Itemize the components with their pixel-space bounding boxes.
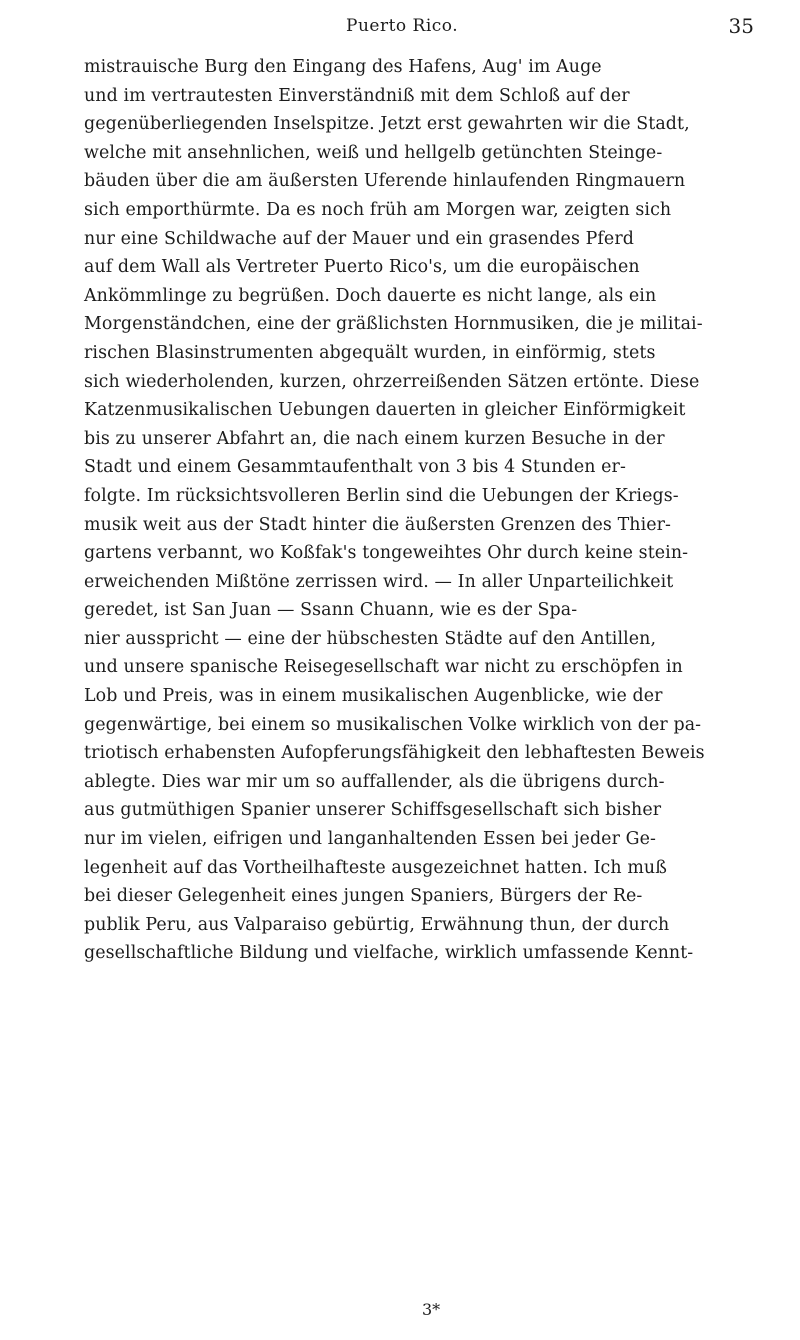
text-line: sich wiederholenden, kurzen, ohrzerreißenden Sätzen ertönte. Diese: [84, 371, 700, 392]
text-line: auf dem Wall als Vertreter Puerto Rico's, um die europäischen: [84, 257, 640, 278]
text-line: legenheit auf das Vortheilhafteste ausgezeichnet hatten. Ich muß: [84, 857, 667, 878]
text-line: musik weit aus der Stadt hinter die äußersten Grenzen des Thier-: [84, 514, 672, 535]
text-line: und im vertrautesten Einverständniß mit dem Schloß auf der: [84, 85, 630, 106]
text-line: aus gutmüthigen Spanier unserer Schiffsgesellschaft sich bisher: [84, 800, 662, 821]
text-line: ablegte. Dies war mir um so auffallender, als die übrigens durch-: [84, 771, 665, 792]
text-line: bei dieser Gelegenheit eines jungen Spaniers, Bürgers der Re-: [84, 886, 643, 907]
page-header: [0, 10, 800, 46]
text-line: welche mit ansehnlichen, weiß und hellgelb getünchten Steinge-: [84, 142, 663, 163]
signature-mark: 3*: [422, 1300, 441, 1319]
text-line: Lob und Preis, was in einem musikalischen Augenblicke, wie der: [84, 686, 663, 707]
text-line: erweichenden Mißtöne zerrissen wird. — In aller Unparteilichkeit: [84, 571, 674, 592]
page-number: 35: [728, 14, 754, 38]
text-line: nier ausspricht — eine der hübschesten Städte auf den Antillen,: [84, 628, 657, 649]
text-line: Stadt und einem Gesammtaufenthalt von 3 bis 4 Stunden er-: [84, 457, 626, 478]
running-title: Puerto Rico.: [346, 16, 459, 36]
text-line: triotisch erhabensten Aufopferungsfähigkeit den lebhaftesten Beweis: [84, 743, 705, 764]
text-line: Ankömmlinge zu begrüßen. Doch dauerte es nicht lange, als ein: [84, 285, 657, 306]
text-line: nur eine Schildwache auf der Mauer und ein grasendes Pferd: [84, 228, 634, 249]
text-line: bis zu unserer Abfahrt an, die nach einem kurzen Besuche in der: [84, 428, 665, 449]
text-line: gegenwärtige, bei einem so musikalischen Volke wirklich von der pa-: [84, 714, 702, 735]
text-line: publik Peru, aus Valparaiso gebürtig, Erwähnung thun, der durch: [84, 914, 670, 935]
text-line: Morgenständchen, eine der gräßlichsten Hornmusiken, die je militai-: [84, 314, 703, 335]
body-text: [84, 53, 770, 968]
text-line: gegenüberliegenden Inselspitze. Jetzt erst gewahrten wir die Stadt,: [84, 114, 690, 135]
text-line: nur im vielen, eifrigen und langanhaltenden Essen bei jeder Ge-: [84, 829, 656, 850]
text-line: mistrauische Burg den Eingang des Hafens, Aug' im Auge: [84, 57, 602, 77]
text-line: gartens verbannt, wo Koßfak's tongeweihtes Ohr durch keine stein-: [84, 543, 689, 564]
text-line: Katzenmusikalischen Uebungen dauerten in gleicher Einförmigkeit: [84, 400, 686, 421]
text-line: folgte. Im rücksichtsvolleren Berlin sind die Uebungen der Kriegs-: [84, 485, 679, 506]
text-line: geredet, ist San Juan — Ssann Chuann, wie es der Spa-: [84, 600, 578, 621]
text-line: gesellschaftliche Bildung und vielfache, wirklich umfassende Kennt-: [84, 943, 694, 964]
text-line: und unsere spanische Reisegesellschaft war nicht zu erschöpfen in: [84, 657, 683, 678]
text-line: bäuden über die am äußersten Uferende hinlaufenden Ringmauern: [84, 171, 686, 192]
text-line: rischen Blasinstrumenten abgequält wurden, in einförmig, stets: [84, 342, 656, 363]
text-line: sich emporthürmte. Da es noch früh am Morgen war, zeigten sich: [84, 199, 672, 220]
